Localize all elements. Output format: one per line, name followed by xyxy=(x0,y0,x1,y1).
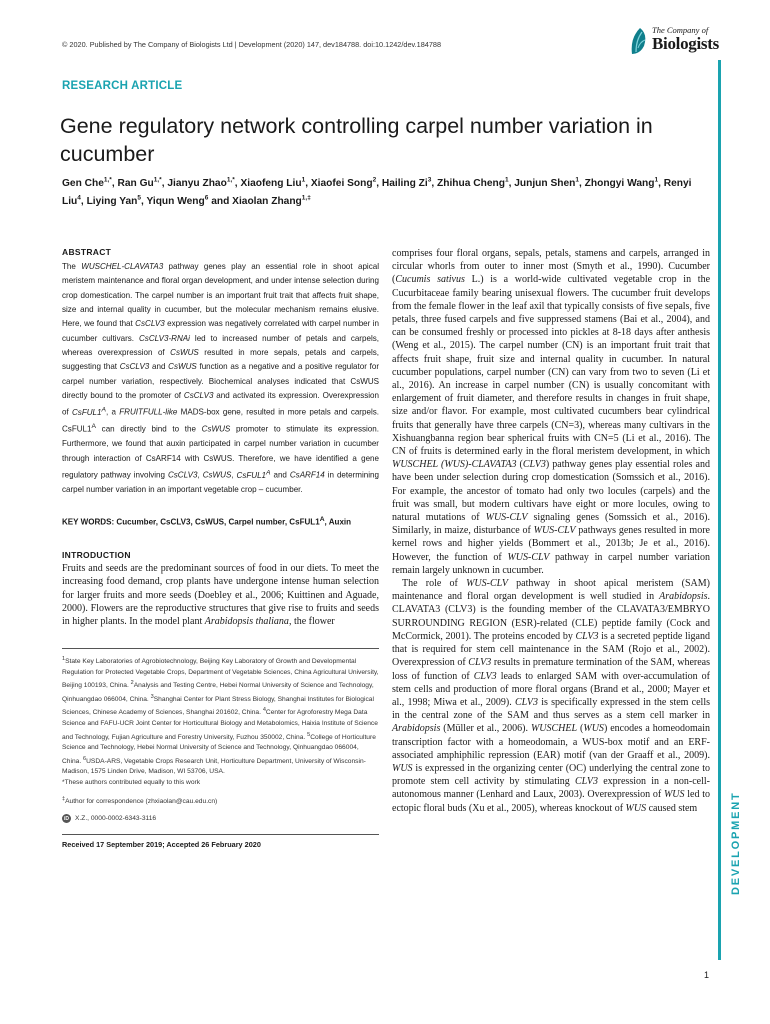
author-affiliation-mark: 1,‡ xyxy=(301,194,311,202)
journal-side-label: DEVELOPMENT xyxy=(730,791,742,895)
author-affiliation-mark: 6 xyxy=(204,194,209,202)
author-affiliation-mark: 1,* xyxy=(103,176,112,184)
author-name: Gen Che xyxy=(62,178,104,189)
company-of-biologists-logo[interactable] xyxy=(628,24,740,60)
intro-paragraph-1: comprises four floral organs, sepals, petals, stamens and carpels, arranged in circular whorls from outer to inner most (Smyth et al., 1990). Cucumber (Cucumis sativus L.) is a world-wide cultivated vegetable crop in the Cucurbitaceae family bearing unisexual flowers. The cucumber fruit develops from the female flower in the leaf axil that typically consists of five sepals, five petals, three fused carpels and five suppressed stamens (Bai et al., 2004), and can be consumed freshly or processed into pickles at 8-18 days after anthesis (Weng et al., 2015). The carpel number (CN) is an important fruit trait that affects fruit shape, fruit size and internal quality in cucumber. In natural cucumber populations, carpel number (CN) can vary from two to seven (Li et al., 2016). An increase in carpel number (CN) is usually concomitant with enlargement of fruit diameter, and therefore results in changes in fruit shape, size and/or flavor. For example, most cultivated cucumbers bear cylindrical fruits that generally have three carpels (CN=3), whereas many cultivars in the Xishuangbanna region bear spherical fruits with CN=5 (Li et al., 2016). The CN of fruits is determined early in the floral meristem development, in which WUSCHEL (WUS)-CLAVATA3 (CLV3) pathway genes play essential roles and have been under selection during crop domestication (Somssich et al., 2016). For example, the ancestor of tomato had only two locules (carpels) and the fruit was small, but modern cultivars have eight or more locules, owing to natural mutations of WUS-CLV signaling genes (Somssich et al., 2016). Similarly, in maize, disturbance of WUS-CLV pathways genes resulted in more kernel rows and higher yields (Bommert et al., 2013b; Je et al., 2016). However, the function of WUS-CLV pathway in carpel number variation remain largely unknown in cucumber. xyxy=(392,248,711,576)
author-name: Xiaofei Song xyxy=(310,178,373,189)
author-affiliation-mark: 5 xyxy=(137,194,141,202)
received-accepted-dates: Received 17 September 2019; Accepted 26 February 2020 xyxy=(62,834,379,849)
author-affiliation-mark: 1,* xyxy=(153,176,162,184)
intro-paragraph-2: The role of WUS-CLV pathway in shoot apical meristem (SAM) maintenance and floral organ development is well studied in Arabidopsis. CLAVATA3 (CLV3) is the founding member of the CLAVATA3/EMBRYO SURROUNDING REGION (ESR)-related (CLE) peptide family (Cock and McCormick, 2001). The proteins encoded by CLV3 is a secreted peptide ligand that is required for stem cell maintenance in the SAM (Rojo et al., 2002). Overexpression of CLV3 results in premature termination of the SAM, whereas loss of function of CLV3 leads to enlarged SAM with over-accumulation of stem cells and production of more floral organs (Brand et al., 2000; Mayer et al., 1998; Miwa et al., 2009). CLV3 is specifically expressed in the stem cells in the central zone of the SAM and thus serves as a stem cell marker in Arabidopsis (Müller et al., 2006). WUSCHEL (WUS) encodes a homeodomain transcription factor with a homeodomain, a WUS-box motif and an ERF-associated amphiphilic repression (EAR) motif (van der Graaff et al., 2009). WUS is expressed in the organizing center (OC) underlying the central zone to promote stem cell activity by stimulating CLV3 expression in a non-cell-autonomous manner (Lenhard and Laux, 2003). Overexpression of WUS led to ectopic floral buds (Xu et al., 2005), whereas knockout of WUS caused stem xyxy=(392,578,711,814)
author-name: Liying Yan xyxy=(86,196,138,207)
left-column xyxy=(62,247,379,849)
author-name: Hailing Zi xyxy=(381,178,428,189)
journal-citation-header: © 2020. Published by The Company of Biologists Ltd | Development (2020) 147, dev184788. doi:10.1242/dev.184788 xyxy=(62,40,441,49)
footnotes xyxy=(62,654,379,824)
author-name: Zhongyi Wang xyxy=(584,178,655,189)
logo-line1: The Company of xyxy=(652,25,709,35)
introduction-heading: INTRODUCTION xyxy=(62,550,131,561)
abstract-text: The WUSCHEL-CLAVATA3 pathway genes play an essential role in shoot apical meristem maintenance and floral organ development, and under intense selection during crop domestication. The carpel number is an important fruit trait that affects fruit shape, size and internal quality in cucumber, but the molecular mechanism remains elusive. Here, we found that CsCLV3 expression was negatively correlated with carpel number in cucumber cultivars. CsCLV3-RNAi led to increased number of petals and carpels, whereas overexpression of CsWUS resulted in more sepals, petals and carpels, suggesting that CsCLV3 and CsWUS function as a negative and a positive regulator for carpel number variation, respectively. Biochemical analyses indicated that CsWUS directly bound to the promoter of CsCLV3 and activated its expression. Overexpression of $CsFUL1^A$, a FRUITFULL-like MADS-box gene, resulted in more petals and carpels. $CsFUL1^A$ can directly bind to the CsWUS promoter to stimulate its expression. Furthermore, we found that auxin participated in carpel number variation in cucumber through interaction of CsARF14 with CsWUS. Therefore, we have identified a gene regulatory pathway involving CsCLV3, CsWUS, $CsFUL1^A$ and CsARF14 in determining carpel number variation in an important vegetable crop – cucumber. xyxy=(62,262,379,495)
affiliations: $^1$State Key Laboratories of Agrobiotechnology, Beijing Key Laboratory of Growth and Developmental Regulation for Protected Vegetable Crops, Department of Vegetable Sciences, China Agricultural University, Beijing 100193, China. $^2$Analysis and Testing Centre, Hebei Normal University of Science and Technology, Qinhuangdao 066004, China. $^3$Shanghai Center for Plant Stress Biology, Shanghai Institutes for Biological Sciences, Chinese Academy of Sciences, Shanghai 201602, China. $^4$Center for Agroforestry Mega Data Science and FAFU-UCR Joint Center for Horticultural Biology and Metabolomics, Haixia Institute of Science and Technology, Fujian Agriculture and Forestry University, Fuzhou 350002, China. $^5$College of Horticulture Science and Technology, Hebei Normal University of Science and Technology, Qinhuangdao 066004, China. $^6$USDA-ARS, Vegetable Crops Research Unit, Horticulture Department, University of Wisconsin-Madison, 1575 Linden Drive, Madison, WI 53706, USA. *These authors contributed equally to this work xyxy=(62,656,379,786)
author-affiliation-mark: 4 xyxy=(77,194,81,202)
author-affiliation-mark: 1 xyxy=(575,176,579,184)
logo-emblem-icon xyxy=(628,24,650,58)
author-separator: , xyxy=(161,178,168,189)
author-name: Jianyu Zhao xyxy=(167,178,227,189)
introduction-text: Fruits and seeds are the predominant sources of food in our diets. To meet the increasing food demand, crop plants have undergone intense human selection for larger fruits and more seeds (Doebley et al., 2006; Kuittinen and Aguade, 2000). Flowers are the reproductive structures that give rise to fruits and seeds in higher plants. In the model plant Arabidopsis thaliana, the flower xyxy=(62,563,379,627)
author-separator: , xyxy=(140,196,147,207)
author-name: Yiqun Weng xyxy=(146,196,205,207)
author-separator: , xyxy=(305,178,311,189)
article-type-label: RESEARCH ARTICLE xyxy=(62,80,183,92)
page-number: 1 xyxy=(704,970,710,980)
author-separator: and xyxy=(208,196,233,207)
author-separator: , xyxy=(376,178,382,189)
orcid-icon: iD xyxy=(64,815,69,822)
author-separator: , xyxy=(508,178,515,189)
author-name: Xiaolan Zhang xyxy=(232,196,302,207)
author-name: Renyi Liu xyxy=(62,178,692,207)
author-affiliation-mark: 2 xyxy=(372,176,377,184)
author-affiliation-mark: 3 xyxy=(427,176,432,184)
abstract-heading: ABSTRACT xyxy=(62,247,112,257)
author-separator: , xyxy=(578,178,585,189)
correspondence-note: ‡Author for correspondence (zhxiaolan@cau.edu.cn) xyxy=(62,795,218,806)
author-name: Xiaofeng Liu xyxy=(240,178,302,189)
author-separator: , xyxy=(111,178,118,189)
author-separator: , xyxy=(431,178,438,189)
right-column xyxy=(392,247,710,815)
author-separator: , xyxy=(234,178,241,189)
author-affiliation-mark: 1 xyxy=(301,176,306,184)
author-affiliation-mark: 1 xyxy=(654,176,659,184)
author-name: Junjun Shen xyxy=(514,178,576,189)
article-title: Gene regulatory network controlling carpel number variation in cucumber xyxy=(60,114,653,166)
side-accent-bar xyxy=(718,60,721,960)
author-affiliation-mark: 1 xyxy=(504,176,509,184)
author-affiliation-mark: 1,* xyxy=(226,176,235,184)
author-list xyxy=(62,175,702,211)
orcid-line[interactable] xyxy=(62,814,379,824)
footnote-divider xyxy=(62,648,379,649)
author-name: Ran Gu xyxy=(117,178,154,189)
author-separator: , xyxy=(80,196,87,207)
author-separator: , xyxy=(658,178,664,189)
logo-line2: Biologists xyxy=(652,34,719,53)
keywords: KEY WORDS: Cucumber, CsCLV3, CsWUS, Carpel number, $CsFUL1^A$, Auxin xyxy=(62,515,352,527)
author-name: Zhihua Cheng xyxy=(437,178,505,189)
orcid-id[interactable]: X.Z., 0000-0002-6343-3116 xyxy=(75,814,157,822)
